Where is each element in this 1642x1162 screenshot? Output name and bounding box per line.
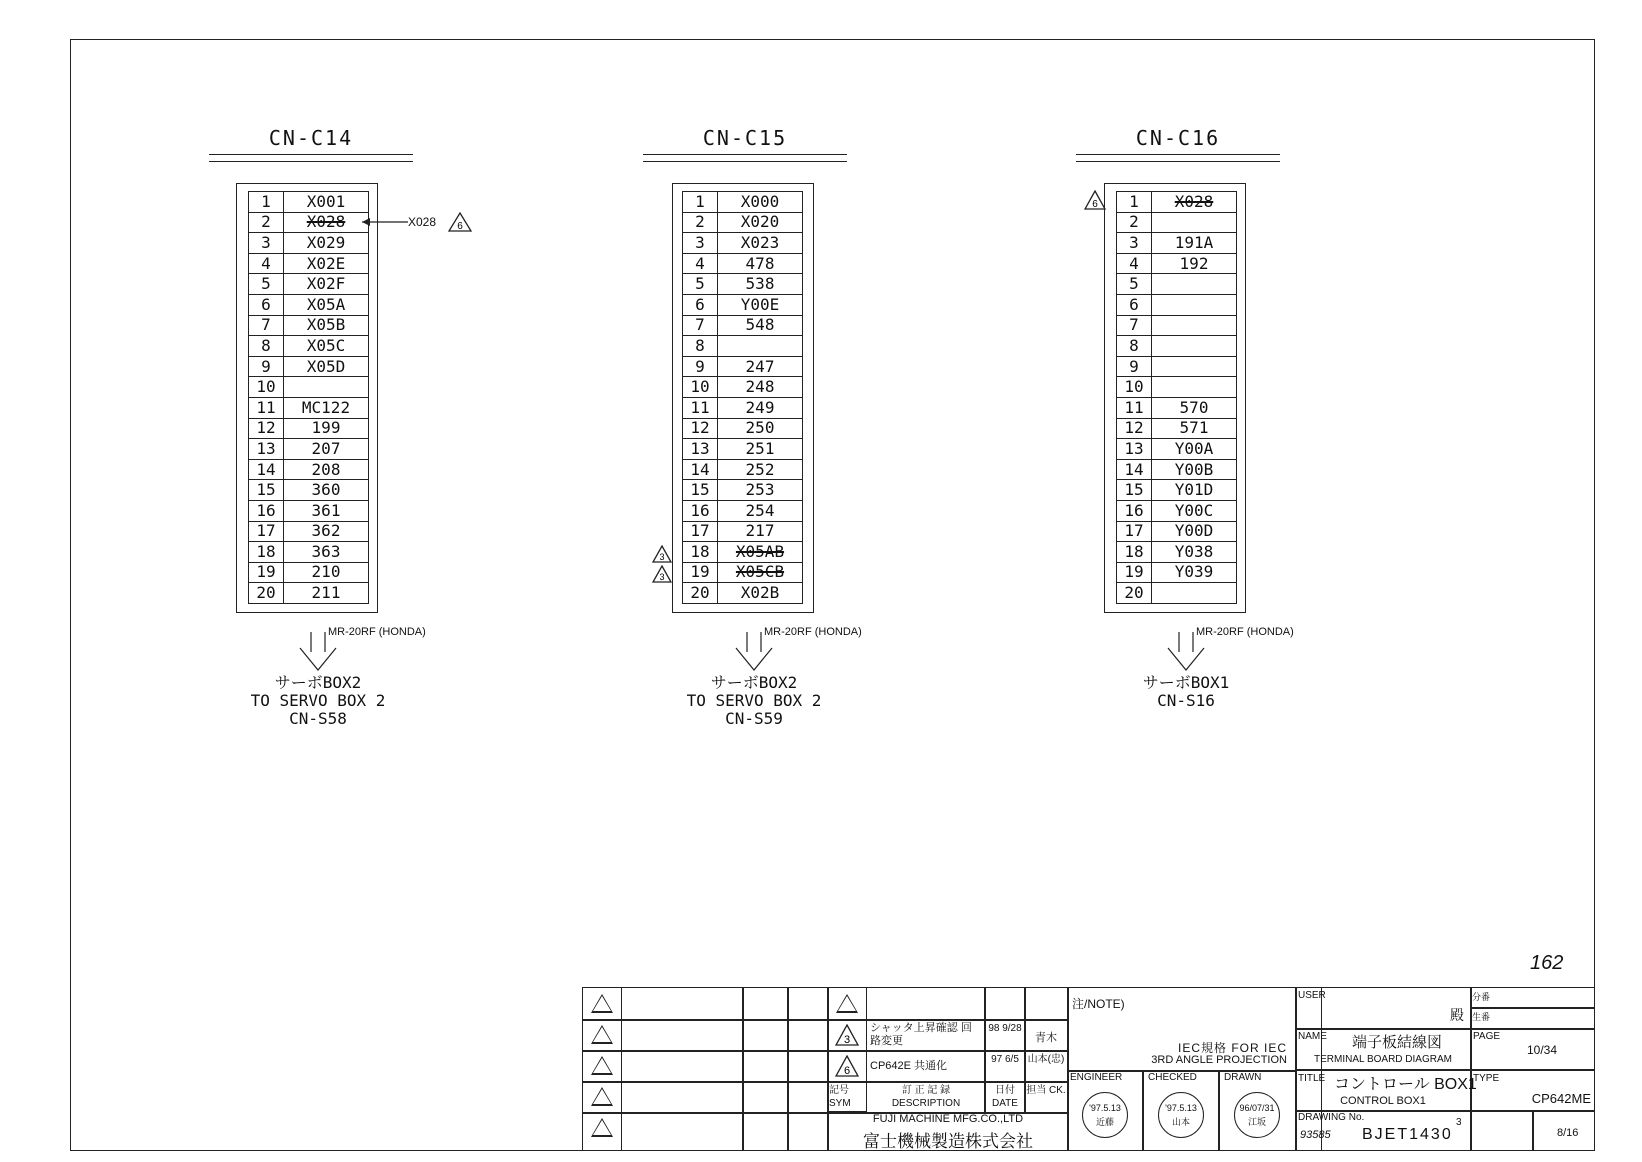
page-value: 10/34: [1527, 1043, 1558, 1057]
pin-number: 15: [683, 480, 718, 501]
pin-signal: Y00C: [1152, 500, 1237, 521]
revision-6-mark-c16: [1084, 190, 1106, 210]
pin-signal: X000: [718, 192, 803, 213]
pin-number: 10: [1117, 377, 1152, 398]
pin-number: 7: [249, 315, 284, 336]
svg-text:6: 6: [457, 221, 463, 232]
page-label: PAGE: [1473, 1031, 1501, 1042]
engineer-stamp: '97.5.13 近藤: [1082, 1092, 1128, 1138]
pin-row: [683, 315, 803, 336]
pin-row: [683, 500, 803, 521]
pin-signal: X020: [718, 212, 803, 233]
pin-row: [1117, 500, 1237, 521]
pin-number: 5: [249, 274, 284, 295]
revision-3-icon: [835, 1024, 859, 1046]
pin-signal: X028: [1152, 192, 1237, 213]
destination-label: サーボBOX2 TO SERVO BOX 2 CN-S59: [686, 673, 822, 728]
pin-table: [682, 191, 803, 604]
title-ja: コントロール BOX1: [1334, 1076, 1477, 1093]
pin-signal: 252: [718, 459, 803, 480]
pin-number: 1: [1117, 192, 1152, 213]
pin-signal: [1152, 356, 1237, 377]
pin-number: 20: [1117, 583, 1152, 604]
pin-number: 14: [683, 459, 718, 480]
type-value: CP642ME: [1531, 1091, 1591, 1106]
pin-signal: 211: [284, 583, 369, 604]
revision-3-mark-c15-18: [652, 545, 672, 563]
pin-row: [249, 439, 369, 460]
drawn-stamp: 96/07/31 江坂: [1234, 1092, 1280, 1138]
pin-signal: Y00D: [1152, 521, 1237, 542]
title-en: CONTROL BOX1: [1340, 1095, 1426, 1107]
drawing-number: BJET1430: [1362, 1126, 1453, 1143]
pin-row: [683, 336, 803, 357]
pin-number: 18: [1117, 542, 1152, 563]
pin-number: 15: [249, 480, 284, 501]
pin-number: 20: [683, 583, 718, 604]
cable-type-label: MR-20RF (HONDA): [328, 626, 426, 638]
pin-row: [683, 192, 803, 213]
svg-text:3: 3: [843, 1034, 851, 1046]
drawing-revision: 3: [1456, 1117, 1462, 1128]
pin-row: [249, 500, 369, 521]
company-name-en: FUJI MACHINE MFG.CO.,LTD: [872, 1113, 1024, 1125]
type-label: TYPE: [1473, 1073, 1500, 1084]
pin-row: [683, 212, 803, 233]
pin-signal: 253: [718, 480, 803, 501]
pin-signal: 362: [284, 521, 369, 542]
pin-signal: [284, 377, 369, 398]
pin-signal: X05B: [284, 315, 369, 336]
name-en: TERMINAL BOARD DIAGRAM: [1314, 1054, 1452, 1065]
pin-signal: 192: [1152, 253, 1237, 274]
pin-signal: 208: [284, 459, 369, 480]
pin-signal: [718, 336, 803, 357]
pin-number: 11: [1117, 397, 1152, 418]
sei-label: 生番: [1472, 1012, 1491, 1022]
note-label: 注/NOTE): [1072, 997, 1125, 1011]
pin-number: 13: [1117, 439, 1152, 460]
pin-signal: 548: [718, 315, 803, 336]
pin-signal: Y038: [1152, 542, 1237, 563]
pin-row: [1117, 542, 1237, 563]
pin-row: [683, 562, 803, 583]
svg-text:3: 3: [659, 552, 665, 562]
rev-6-date: 97 6/5: [991, 1054, 1019, 1065]
rev-3-date: 98 9/28: [988, 1023, 1022, 1034]
pin-number: 17: [683, 521, 718, 542]
pin-row: [249, 294, 369, 315]
pin-number: 11: [249, 397, 284, 418]
iec-line-1: IEC規格 FOR IEC: [1177, 1041, 1287, 1055]
pin-row: [683, 542, 803, 563]
user-label: USER: [1298, 990, 1326, 1001]
pin-number: 1: [683, 192, 718, 213]
pin-number: 2: [1117, 212, 1152, 233]
pin-number: 2: [249, 212, 284, 233]
pin-number: 12: [249, 418, 284, 439]
destination-label: サーボBOX2 TO SERVO BOX 2 CN-S58: [250, 673, 386, 728]
pin-signal: X05A: [284, 294, 369, 315]
pin-signal: 210: [284, 562, 369, 583]
pin-signal: 538: [718, 274, 803, 295]
pin-signal: Y039: [1152, 562, 1237, 583]
pin-signal: X05D: [284, 356, 369, 377]
pin-signal: MC122: [284, 397, 369, 418]
checked-label: CHECKED: [1148, 1072, 1197, 1083]
handwritten-page-number: 162: [1530, 952, 1564, 974]
pin-signal: 360: [284, 480, 369, 501]
pin-signal: [1152, 377, 1237, 398]
pin-row: [1117, 212, 1237, 233]
pin-number: 12: [1117, 418, 1152, 439]
revision-triangle-icon: [591, 1087, 613, 1106]
pin-row: [249, 233, 369, 254]
pin-row: [1117, 480, 1237, 501]
pin-signal: X001: [284, 192, 369, 213]
pin-signal: 191A: [1152, 233, 1237, 254]
pin-number: 5: [683, 274, 718, 295]
iec-line-2: 3RD ANGLE PROJECTION: [1151, 1054, 1287, 1066]
description-header: 訂 正 記 録 DESCRIPTION: [891, 1085, 961, 1109]
pin-row: [683, 294, 803, 315]
check-header: 担当 CK.: [1026, 1085, 1066, 1096]
pin-signal: [1152, 583, 1237, 604]
svg-text:3: 3: [659, 572, 665, 582]
revision-triangle-icon: [591, 1118, 613, 1137]
pin-row: [249, 480, 369, 501]
revision-triangle-icon: [591, 1056, 613, 1075]
rev-3-check: 青木: [1035, 1032, 1057, 1044]
cable-type-label: MR-20RF (HONDA): [764, 626, 862, 638]
pin-number: 18: [683, 542, 718, 563]
sym-header: 記号 SYM: [829, 1085, 851, 1109]
pin-signal: [1152, 274, 1237, 295]
pin-row: [249, 377, 369, 398]
checked-stamp: '97.5.13 山本: [1158, 1092, 1204, 1138]
replacement-arrow: [360, 215, 410, 229]
pin-signal: [1152, 336, 1237, 357]
pin-signal: 199: [284, 418, 369, 439]
pin-row: [249, 397, 369, 418]
pin-signal: 248: [718, 377, 803, 398]
bun-label: 分番: [1472, 992, 1491, 1002]
title-block: [582, 987, 1595, 1151]
pin-row: [683, 459, 803, 480]
pin-number: 4: [1117, 253, 1152, 274]
pin-number: 7: [683, 315, 718, 336]
pin-row: [1117, 336, 1237, 357]
pin-row: [1117, 356, 1237, 377]
title-label: TITLE: [1298, 1073, 1326, 1084]
pin-number: 16: [1117, 500, 1152, 521]
pin-signal: 571: [1152, 418, 1237, 439]
pin-signal: X02B: [718, 583, 803, 604]
pin-number: 19: [1117, 562, 1152, 583]
pin-number: 17: [1117, 521, 1152, 542]
sheet-value: 8/16: [1557, 1127, 1579, 1139]
pin-signal: 254: [718, 500, 803, 521]
pin-number: 12: [683, 418, 718, 439]
pin-signal: Y00A: [1152, 439, 1237, 460]
pin-table: [248, 191, 369, 604]
name-ja: 端子板結線図: [1352, 1034, 1443, 1051]
pin-number: 13: [683, 439, 718, 460]
pin-signal: 217: [718, 521, 803, 542]
pin-table: [1116, 191, 1237, 604]
pin-number: 8: [249, 336, 284, 357]
name-label: NAME: [1298, 1031, 1327, 1042]
pin-number: 9: [683, 356, 718, 377]
pin-signal: 363: [284, 542, 369, 563]
pin-row: [249, 459, 369, 480]
pin-row: [683, 521, 803, 542]
pin-signal: 207: [284, 439, 369, 460]
pin-signal: X05CB: [718, 562, 803, 583]
revision-triangle-icon: [836, 994, 858, 1013]
pin-row: [249, 542, 369, 563]
pin-signal: 361: [284, 500, 369, 521]
pin-number: 2: [683, 212, 718, 233]
drawing-number-label: DRAWING No.: [1298, 1112, 1365, 1123]
pin-row: [683, 480, 803, 501]
rev-6-description: CP642E 共通化: [870, 1060, 948, 1072]
pin-number: 16: [683, 500, 718, 521]
pin-signal: X02F: [284, 274, 369, 295]
pin-signal: X029: [284, 233, 369, 254]
pin-number: 17: [249, 521, 284, 542]
pin-number: 8: [1117, 336, 1152, 357]
pin-number: 20: [249, 583, 284, 604]
pin-signal: 570: [1152, 397, 1237, 418]
connector-title: CN-C15: [643, 126, 847, 150]
pin-row: [1117, 274, 1237, 295]
pin-number: 6: [1117, 294, 1152, 315]
pin-number: 13: [249, 439, 284, 460]
pin-number: 19: [683, 562, 718, 583]
pin-number: 9: [1117, 356, 1152, 377]
pin-row: [249, 521, 369, 542]
pin-row: [683, 233, 803, 254]
pin-number: 10: [683, 377, 718, 398]
pin-row: [1117, 562, 1237, 583]
pin-signal: Y00E: [718, 294, 803, 315]
connector-title: CN-C14: [209, 126, 413, 150]
revision-triangle-icon: [591, 1025, 613, 1044]
user-suffix: 殿: [1450, 1007, 1464, 1023]
pin-number: 8: [683, 336, 718, 357]
pin-signal: 247: [718, 356, 803, 377]
pin-row: [1117, 233, 1237, 254]
svg-text:6: 6: [1092, 199, 1098, 210]
pin-row: [683, 274, 803, 295]
svg-text:6: 6: [843, 1065, 851, 1077]
pin-signal: X023: [718, 233, 803, 254]
pin-row: [1117, 521, 1237, 542]
revision-3-mark-c15-19: [652, 565, 672, 583]
revision-triangle-icon: [591, 994, 613, 1013]
pin-signal: [1152, 315, 1237, 336]
pin-row: [1117, 583, 1237, 604]
connector-title: CN-C16: [1076, 126, 1280, 150]
replacement-signal-label: X028: [408, 215, 437, 229]
pin-row: [249, 274, 369, 295]
pin-row: [683, 397, 803, 418]
date-header: 日付 DATE: [992, 1085, 1018, 1109]
pin-row: [1117, 253, 1237, 274]
pin-row: [1117, 377, 1237, 398]
pin-number: 5: [1117, 274, 1152, 295]
pin-row: [1117, 397, 1237, 418]
pin-row: [683, 439, 803, 460]
pin-row: [249, 562, 369, 583]
pin-number: 4: [683, 253, 718, 274]
pin-number: 9: [249, 356, 284, 377]
pin-row: [249, 192, 369, 213]
pin-signal: Y01D: [1152, 480, 1237, 501]
pin-number: 6: [249, 294, 284, 315]
pin-row: [249, 212, 369, 233]
pin-row: [249, 336, 369, 357]
pin-row: [1117, 192, 1237, 213]
pin-signal: 250: [718, 418, 803, 439]
pin-number: 19: [249, 562, 284, 583]
pin-number: 15: [1117, 480, 1152, 501]
pin-row: [249, 583, 369, 604]
pin-number: 3: [249, 233, 284, 254]
cable-type-label: MR-20RF (HONDA): [1196, 626, 1294, 638]
pin-number: 4: [249, 253, 284, 274]
rev-3-description: シャッタ上昇確認 回路変更: [870, 1022, 972, 1047]
pin-number: 14: [249, 459, 284, 480]
pin-signal: 251: [718, 439, 803, 460]
pin-row: [249, 418, 369, 439]
pin-number: 6: [683, 294, 718, 315]
pin-number: 10: [249, 377, 284, 398]
revision-6-icon: [835, 1055, 859, 1077]
pin-row: [683, 253, 803, 274]
rev-6-check: 山本(忠): [1027, 1054, 1065, 1065]
pin-row: [249, 253, 369, 274]
pin-number: 1: [249, 192, 284, 213]
pin-number: 7: [1117, 315, 1152, 336]
revision-6-mark-c14: [448, 212, 472, 232]
pin-signal: [1152, 294, 1237, 315]
pin-signal: Y00B: [1152, 459, 1237, 480]
destination-label: サーボBOX1 CN-S16: [1142, 673, 1230, 710]
pin-signal: 478: [718, 253, 803, 274]
pin-row: [249, 356, 369, 377]
pin-number: 18: [249, 542, 284, 563]
pin-row: [1117, 294, 1237, 315]
engineer-label: ENGINEER: [1070, 1072, 1123, 1083]
pin-signal: X05C: [284, 336, 369, 357]
pin-number: 16: [249, 500, 284, 521]
pin-signal: X028: [284, 212, 369, 233]
pin-row: [1117, 418, 1237, 439]
pin-number: 3: [683, 233, 718, 254]
pin-row: [1117, 315, 1237, 336]
pin-number: 3: [1117, 233, 1152, 254]
pin-row: [1117, 439, 1237, 460]
pin-signal: X05AB: [718, 542, 803, 563]
pin-signal: X02E: [284, 253, 369, 274]
pin-row: [683, 418, 803, 439]
pin-number: 14: [1117, 459, 1152, 480]
pin-number: 11: [683, 397, 718, 418]
drawing-prefix: 93585: [1300, 1129, 1331, 1141]
pin-signal: [1152, 212, 1237, 233]
company-name-ja: 富士機械製造株式会社: [863, 1132, 1033, 1151]
pin-row: [683, 377, 803, 398]
pin-row: [249, 315, 369, 336]
pin-row: [683, 583, 803, 604]
pin-signal: 249: [718, 397, 803, 418]
pin-row: [683, 356, 803, 377]
drawn-label: DRAWN: [1224, 1072, 1262, 1083]
pin-row: [1117, 459, 1237, 480]
